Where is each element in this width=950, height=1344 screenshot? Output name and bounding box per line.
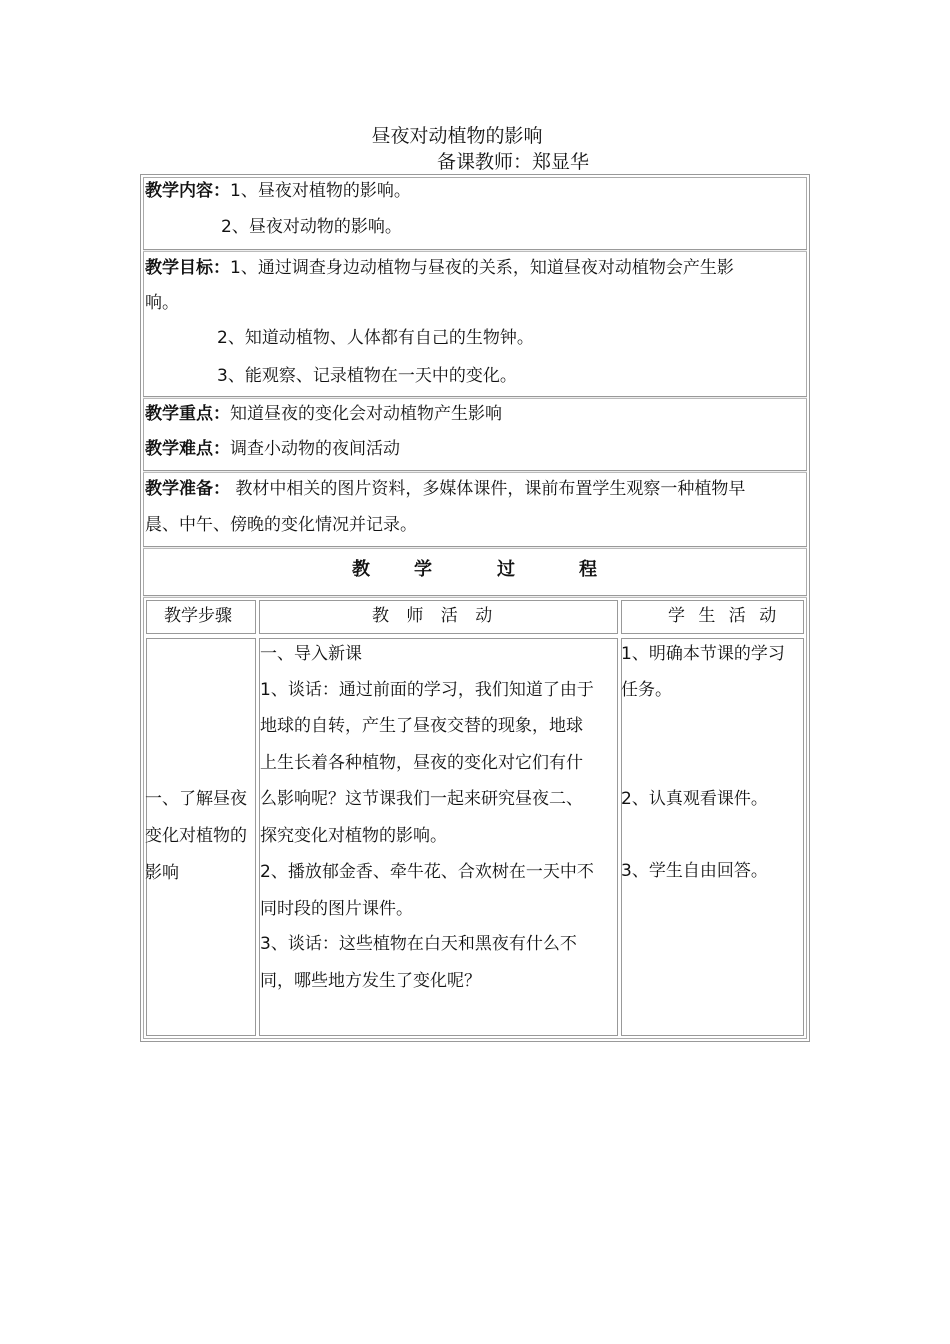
- steps-column-header: 教学步骤: [164, 606, 232, 626]
- difficulty-row: [145, 438, 400, 460]
- teacher-line: 么影响呢？这节课我们一起来研究昼夜二、: [260, 789, 583, 809]
- section-divider: [143, 546, 807, 549]
- teacher-name: 备课教师：郑显华: [437, 151, 590, 173]
- process-heading-4: 程: [579, 559, 597, 580]
- difficulty-text: 调查小动物的夜间活动: [230, 439, 400, 459]
- goals-label: 教学目标：: [145, 258, 230, 278]
- section-divider: [143, 470, 807, 473]
- teacher-line: 探究变化对植物的影响。: [260, 826, 447, 846]
- teacher-line: 地球的自转，产生了昼夜交替的现象，地球: [260, 716, 583, 736]
- teacher-column-header: 教 师 活 动: [372, 606, 499, 626]
- teacher-line: 3、谈话：这些植物在白天和黑夜有什么不: [260, 934, 577, 954]
- content-row: [145, 180, 411, 202]
- goal-1-line-2: 响。: [145, 293, 179, 313]
- student-line: 2、认真观看课件。: [621, 789, 768, 809]
- document-title: 昼夜对动植物的影响: [371, 125, 543, 147]
- student-line: 1、明确本节课的学习: [621, 644, 785, 664]
- section-divider: [143, 396, 807, 399]
- goal-1-line-1: 1、通过调查身边动植物与昼夜的关系，知道昼夜对动植物会产生影: [230, 258, 734, 278]
- preparation-line-2: 晨、中午、傍晚的变化情况并记录。: [145, 515, 417, 535]
- teacher-line: 同时段的图片课件。: [260, 899, 413, 919]
- preparation-row: [145, 478, 745, 500]
- section-divider: [143, 595, 807, 598]
- process-heading-3: 过: [497, 559, 515, 580]
- process-heading-1: 教: [352, 559, 370, 580]
- student-column-header: 学 生 活 动: [668, 606, 781, 626]
- teacher-line: 1、谈话：通过前面的学习，我们知道了由于: [260, 680, 594, 700]
- content-item-2: 2、昼夜对动物的影响。: [221, 217, 402, 237]
- content-label: 教学内容：: [145, 181, 230, 201]
- student-line: 3、学生自由回答。: [621, 861, 768, 881]
- section-divider: [143, 249, 807, 252]
- key-point-row: [145, 403, 502, 425]
- teacher-line: 上生长着各种植物，昼夜的变化对它们有什: [260, 753, 583, 773]
- teacher-line: 一、导入新课: [260, 644, 362, 664]
- preparation-line-1: 教材中相关的图片资料，多媒体课件，课前布置学生观察一种植物早: [235, 479, 746, 499]
- step-line: 变化对植物的: [145, 826, 247, 846]
- step-line: 一、了解昼夜: [145, 789, 247, 809]
- goal-3: 3、能观察、记录植物在一天中的变化。: [217, 366, 517, 386]
- goals-row: [145, 257, 734, 279]
- key-point-text: 知道昼夜的变化会对动植物产生影响: [230, 404, 502, 424]
- step-line: 影响: [145, 863, 179, 883]
- teacher-line: 2、播放郁金香、牵牛花、合欢树在一天中不: [260, 862, 594, 882]
- difficulty-label: 教学难点：: [145, 439, 230, 459]
- teacher-line: 同，哪些地方发生了变化呢？: [260, 971, 481, 991]
- preparation-label: 教学准备：: [145, 479, 230, 499]
- content-item-1: 1、昼夜对植物的影响。: [230, 181, 411, 201]
- student-line: 任务。: [621, 680, 672, 700]
- process-heading-2: 学: [414, 559, 432, 580]
- goal-2: 2、知道动植物、人体都有自己的生物钟。: [217, 328, 534, 348]
- key-point-label: 教学重点：: [145, 404, 230, 424]
